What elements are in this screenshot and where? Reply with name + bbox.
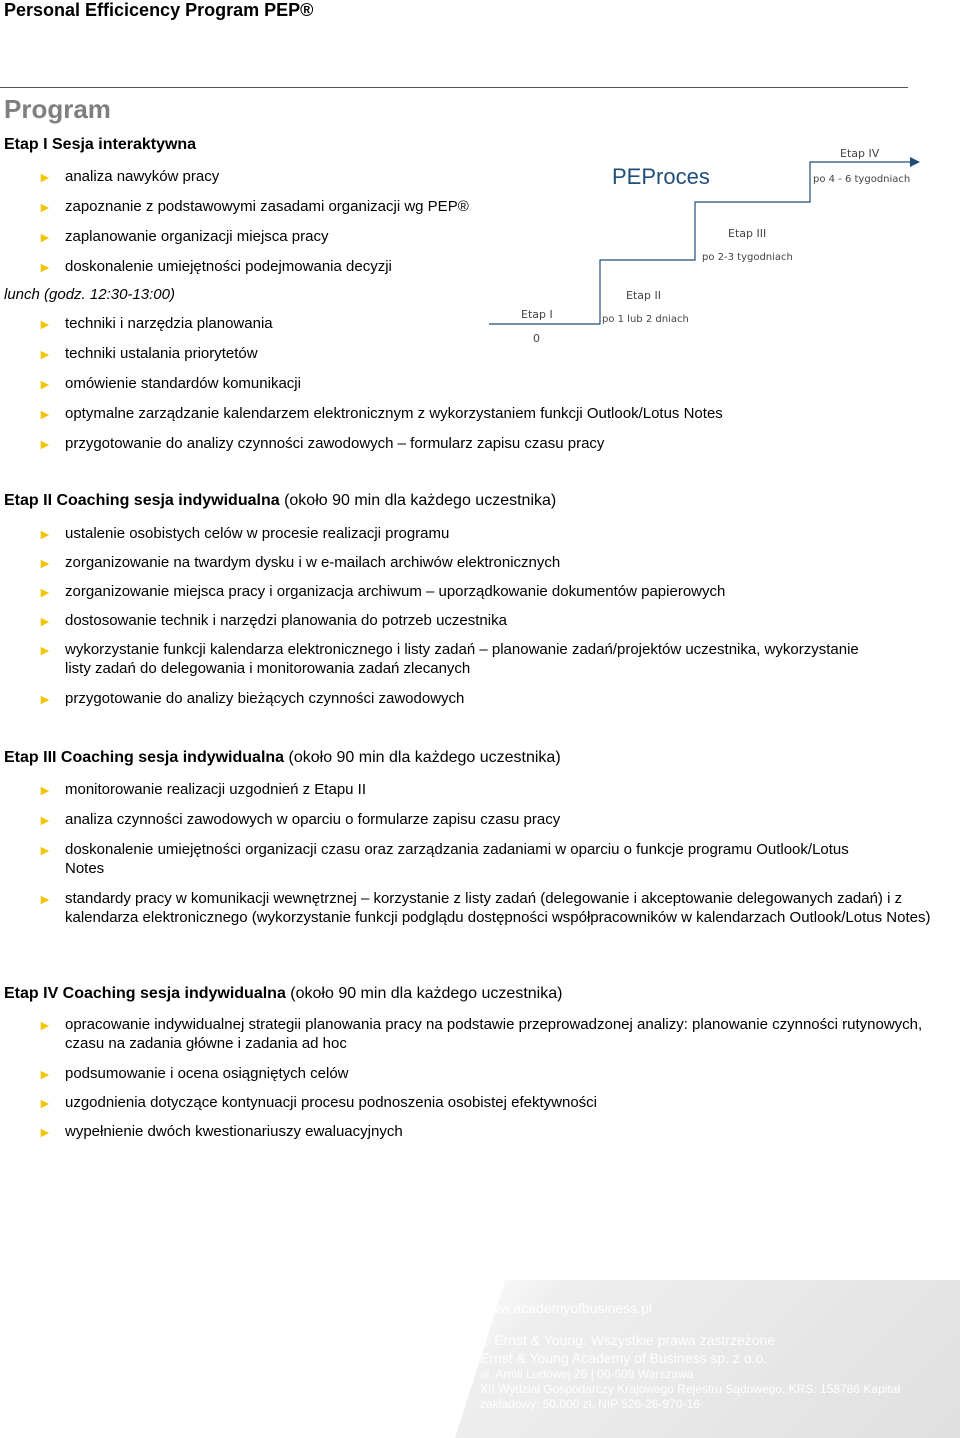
list-item-text: standardy pracy w komunikacji wewnętrznej – korzystanie z listy zadań (delegowanie i akceptowanie delegowanych zadań) i z kalendarza elektronicznego (wykorzystanie funkcji podglądu dostępności współpracowników w kalendarzach Outlook/Lotus Notes)	[65, 890, 931, 926]
stage2-list	[38, 524, 918, 718]
list-item-text: wypełnienie dwóch kwestionariuszy ewaluacyjnych	[65, 1123, 403, 1140]
list-item-text: techniki i narzędzia planowania	[65, 315, 273, 332]
bullet-arrow-icon: ►	[38, 316, 52, 332]
process-step-3-name: Etap III	[728, 227, 767, 240]
footer-address: al. Armii Ludowej 26 | 00-609 Warszawa	[480, 1367, 694, 1381]
list-item-text: zorganizowanie miejsca pracy i organizacja archiwum – uporządkowanie dokumentów papierowych	[65, 583, 726, 600]
list-item-text: optymalne zarządzanie kalendarzem elektronicznym z wykorzystaniem funkcji Outlook/Lotus Notes	[65, 405, 723, 422]
stage1-heading	[4, 135, 196, 155]
bullet-arrow-icon: ►	[38, 376, 52, 392]
list-item	[38, 553, 918, 582]
list-item-text: opracowanie indywidualnej strategii planowania pracy na podstawie przeprowadzonej analizy: planowanie czynności rutynowych, czasu na zadania główne i zadania ad hoc	[65, 1016, 923, 1052]
stage4-list	[38, 1015, 923, 1151]
list-item-text: uzgodnienia dotyczące kontynuacji procesu podnoszenia osobistej efektywności	[65, 1094, 597, 1111]
process-step-2-sub: po 1 lub 2 dniach	[602, 314, 689, 325]
stage3-heading-bold: Etap III Coaching sesja indywidualna	[4, 749, 285, 766]
list-item	[38, 689, 918, 718]
document-title: Personal Efficicency Program PEP®	[4, 0, 314, 20]
list-item-text: dostosowanie technik i narzędzi planowania do potrzeb uczestnika	[65, 612, 507, 629]
timeline-arrowhead-icon	[910, 157, 920, 167]
footer-company: Ernst & Young Academy of Business sp. z o.o.	[480, 1350, 768, 1366]
list-item	[38, 780, 918, 810]
list-item-text: zaplanowanie organizacji miejsca pracy	[65, 228, 329, 245]
bullet-arrow-icon: ►	[38, 346, 52, 362]
list-item-text: doskonalenie umiejętności organizacji czasu oraz zarządzania zadaniami w oparciu o funkcje programu Outlook/Lotus Notes	[65, 841, 849, 877]
bullet-arrow-icon: ►	[38, 1124, 52, 1140]
process-step-1-sub: 0	[533, 332, 540, 345]
list-item-text: przygotowanie do analizy czynności zawodowych – formularz zapisu czasu pracy	[65, 435, 605, 452]
bullet-arrow-icon: ►	[38, 782, 52, 798]
list-item-text: zorganizowanie na twardym dysku i w e-mailach archiwów elektronicznych	[65, 554, 561, 571]
list-item-text: analiza nawyków pracy	[65, 168, 220, 185]
list-item	[38, 582, 918, 611]
bullet-arrow-icon: ►	[38, 613, 52, 629]
list-item	[38, 840, 855, 889]
list-item	[38, 611, 918, 640]
stage2-heading-note: (około 90 min dla każdego uczestnika)	[279, 492, 557, 509]
bullet-arrow-icon: ►	[38, 406, 52, 422]
list-item	[38, 374, 918, 404]
stage3-heading-note: (około 90 min dla każdego uczestnika)	[284, 749, 561, 766]
stage2-heading	[4, 491, 556, 511]
bullet-arrow-icon: ►	[38, 584, 52, 600]
footer-url: www.academyofbusiness.pl	[480, 1300, 652, 1316]
stage4-heading-bold: Etap IV Coaching sesja indywidualna	[4, 985, 286, 1002]
list-item	[38, 1122, 918, 1151]
list-item	[38, 1015, 945, 1064]
bullet-arrow-icon: ►	[38, 259, 52, 275]
stage4-heading-note: (około 90 min dla każdego uczestnika)	[285, 985, 563, 1002]
list-item	[38, 404, 918, 434]
bullet-arrow-icon: ►	[38, 436, 52, 452]
bullet-arrow-icon: ►	[38, 169, 52, 185]
bullet-arrow-icon: ►	[38, 891, 52, 907]
process-step-2-name: Etap II	[626, 289, 661, 302]
footer-copyright: © Ernst & Young. Wszystkie prawa zastrzeżone	[480, 1332, 776, 1348]
list-item-text: techniki ustalania priorytetów	[65, 345, 258, 362]
list-item-text: omówienie standardów komunikacji	[65, 375, 301, 392]
bullet-arrow-icon: ►	[38, 555, 52, 571]
bullet-arrow-icon: ►	[38, 842, 52, 858]
bullet-arrow-icon: ►	[38, 1066, 52, 1082]
footer-capital: zakładowy: 50.000 zł, NIP 526-26-970-16	[480, 1397, 700, 1411]
lunch-note: lunch (godz. 12:30-13:00)	[4, 286, 175, 303]
list-item	[38, 810, 918, 840]
footer-registry: XII Wydział Gospodarczy Krajowego Rejestru Sądowego, KRS: 158786 Kapitał	[480, 1382, 901, 1396]
list-item	[38, 1064, 918, 1093]
list-item	[38, 889, 935, 957]
process-step-1-name: Etap I	[521, 308, 553, 321]
program-heading: Program	[4, 94, 111, 124]
bullet-arrow-icon: ►	[38, 691, 52, 707]
bullet-arrow-icon: ►	[38, 1095, 52, 1111]
stage1-heading-text: Etap I Sesja interaktywna	[4, 136, 197, 153]
process-step-3-sub: po 2-3 tygodniach	[702, 252, 793, 263]
timeline-staircase-line	[489, 162, 910, 324]
list-item-text: doskonalenie umiejętności podejmowania decyzji	[65, 258, 392, 275]
list-item	[38, 1093, 918, 1122]
list-item-text: zapoznanie z podstawowymi zasadami organizacji wg PEP®	[65, 198, 469, 215]
list-item-text: podsumowanie i ocena osiągniętych celów	[65, 1065, 349, 1082]
stage3-list	[38, 780, 931, 957]
stage4-heading	[4, 984, 562, 1004]
list-item-text: wykorzystanie funkcji kalendarza elektronicznego i listy zadań – planowanie zadań/projektów uczestnika, wykorzystanie listy zadań do delegowania i monitorowania zadań zlecanych	[65, 641, 859, 677]
list-item	[38, 434, 918, 464]
stage3-heading	[4, 748, 561, 768]
bullet-arrow-icon: ►	[38, 229, 52, 245]
bullet-arrow-icon: ►	[38, 526, 52, 542]
bullet-arrow-icon: ►	[38, 642, 52, 658]
list-item-text: przygotowanie do analizy bieżących czynności zawodowych	[65, 690, 465, 707]
process-step-4-sub: po 4 - 6 tygodniach	[813, 174, 911, 185]
bullet-arrow-icon: ►	[38, 199, 52, 215]
process-step-4-name: Etap IV	[840, 147, 880, 160]
list-item	[38, 640, 865, 689]
bullet-arrow-icon: ►	[38, 1017, 52, 1033]
list-item-text: ustalenie osobistych celów w procesie realizacji programu	[65, 525, 450, 542]
list-item-text: analiza czynności zawodowych w oparciu o formularze zapisu czasu pracy	[65, 811, 561, 828]
process-title: PEProces	[612, 164, 710, 189]
bullet-arrow-icon: ►	[38, 812, 52, 828]
list-item	[38, 524, 918, 553]
list-item-text: monitorowanie realizacji uzgodnień z Etapu II	[65, 781, 367, 798]
header-divider	[0, 87, 908, 88]
stage2-heading-bold: Etap II Coaching sesja indywidualna	[4, 492, 280, 509]
